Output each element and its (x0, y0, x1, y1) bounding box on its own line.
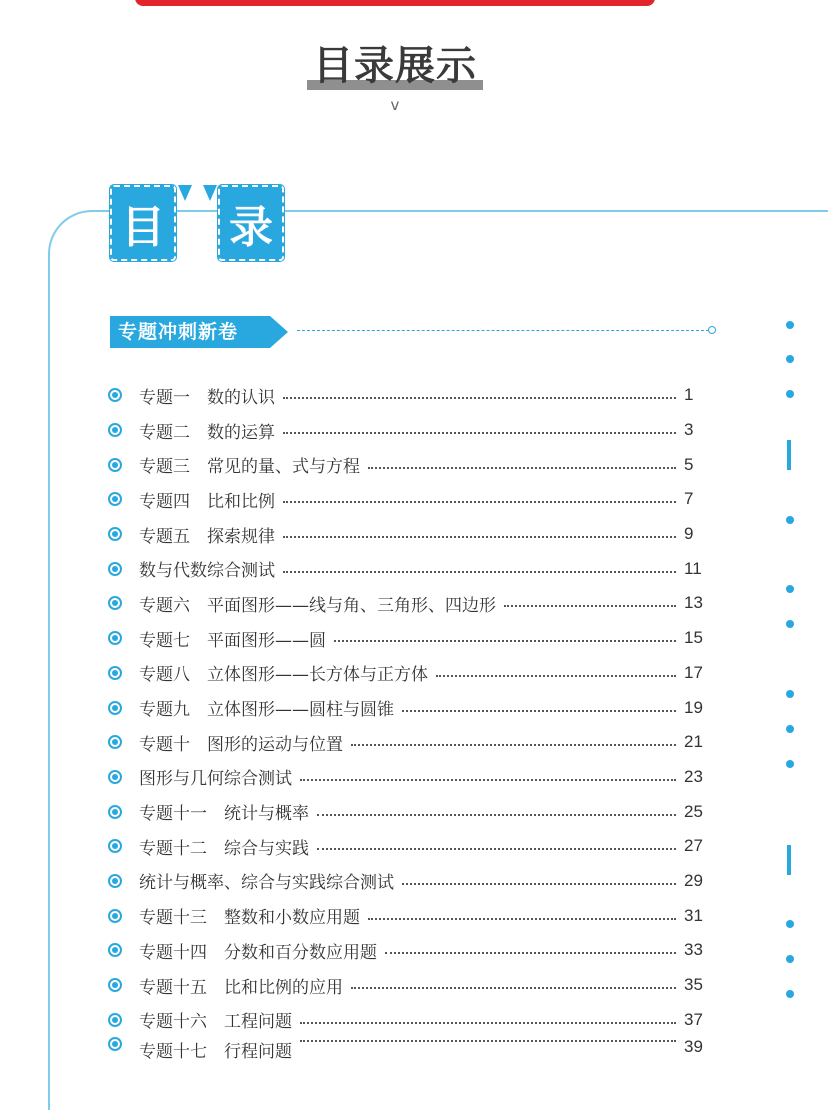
toc-entry[interactable] (108, 690, 712, 725)
toc-entry-title: 图形与几何综合测试 (139, 769, 292, 790)
toc-entry[interactable] (108, 413, 712, 448)
bullet-icon (108, 1013, 122, 1027)
bullet-icon (108, 909, 122, 923)
toc-entry[interactable] (108, 656, 712, 691)
bullet-icon (108, 596, 122, 610)
toc-entry-page: 9 (684, 524, 694, 544)
bullet-icon (108, 458, 122, 472)
toc-entry-page: 3 (684, 420, 694, 440)
chevron-down-icon: v (390, 96, 400, 114)
edge-dot (786, 760, 794, 768)
bullet-icon (108, 770, 122, 784)
edge-dot (786, 690, 794, 698)
dot-leader (283, 432, 676, 434)
edge-dot (786, 355, 794, 363)
toc-entry-title: 专题六 平面图形——线与角、三角形、四边形 (139, 595, 496, 616)
toc-entry-page: 25 (684, 801, 703, 821)
toc-entry-title: 专题十三 整数和小数应用题 (139, 908, 360, 929)
notch-left (178, 185, 192, 201)
dot-leader (504, 605, 676, 607)
notch-right (203, 185, 217, 201)
dot-leader (402, 883, 676, 885)
toc-entry-title: 专题四 比和比例 (139, 491, 275, 512)
toc-entry-title: 数与代数综合测试 (139, 561, 275, 582)
toc-entry-page: 11 (684, 558, 702, 578)
toc-entry-title: 专题九 立体图形——圆柱与圆锥 (139, 700, 394, 721)
toc-entry-page: 13 (684, 593, 703, 613)
bullet-icon (108, 978, 122, 992)
toc-entry[interactable] (108, 968, 712, 1003)
dot-leader (351, 744, 676, 746)
toc-entry[interactable] (108, 794, 712, 829)
toc-entry-page: 37 (684, 1009, 703, 1029)
toc-entry-title: 专题七 平面图形——圆 (139, 630, 326, 651)
dot-leader (300, 779, 676, 781)
toc-entry-title: 专题十六 工程问题 (139, 1012, 292, 1033)
section-arrow (270, 316, 288, 348)
section-divider-end (708, 326, 716, 334)
bullet-icon (108, 492, 122, 506)
bullet-icon (108, 423, 122, 437)
dot-leader (402, 710, 676, 712)
bullet-icon (108, 943, 122, 957)
toc-entry[interactable] (108, 482, 712, 517)
bullet-icon (108, 805, 122, 819)
edge-bar (787, 845, 791, 875)
catalog-char-2: 录 (218, 185, 284, 261)
toc-entry-title: 专题三 常见的量、式与方程 (139, 457, 360, 478)
toc-entry-title: 专题一 数的认识 (139, 387, 275, 408)
dot-leader (300, 1022, 676, 1024)
toc-entry-title: 专题十五 比和比例的应用 (139, 977, 343, 998)
toc-list (108, 378, 712, 1063)
dot-leader (368, 918, 676, 920)
toc-entry-page: 7 (684, 489, 694, 509)
dot-leader (283, 397, 676, 399)
bullet-icon (108, 666, 122, 680)
dot-leader (300, 1040, 676, 1042)
toc-entry-page: 1 (684, 385, 694, 405)
toc-entry-page: 39 (684, 1037, 703, 1057)
catalog-char-1: 目 (110, 185, 176, 261)
edge-bar (787, 440, 791, 470)
toc-entry[interactable] (108, 378, 712, 413)
page-title-text: 目录展示 (313, 43, 477, 89)
bullet-icon (108, 1037, 122, 1051)
toc-entry-page: 15 (684, 628, 703, 648)
toc-entry[interactable] (108, 517, 712, 552)
bullet-icon (108, 631, 122, 645)
edge-dot (786, 725, 794, 733)
toc-entry[interactable] (108, 725, 712, 760)
toc-entry-page: 19 (684, 697, 703, 717)
toc-entry-title: 专题十七 行程问题 (139, 1042, 292, 1063)
dot-leader (334, 640, 676, 642)
edge-dot (786, 920, 794, 928)
dot-leader (283, 571, 676, 573)
bullet-icon (108, 735, 122, 749)
dot-leader (283, 536, 676, 538)
section-divider (297, 330, 709, 331)
toc-entry[interactable] (108, 551, 712, 586)
toc-entry[interactable] (108, 829, 712, 864)
toc-entry-title: 专题二 数的运算 (139, 422, 275, 443)
bullet-icon (108, 562, 122, 576)
section-banner: 专题冲刺新卷 (110, 316, 270, 348)
toc-entry-title: 专题十一 统计与概率 (139, 804, 309, 825)
toc-entry[interactable] (108, 760, 712, 795)
edge-dot (786, 321, 794, 329)
dot-leader (317, 814, 676, 816)
toc-entry-page: 23 (684, 766, 703, 786)
toc-entry-page: 31 (684, 905, 703, 925)
toc-entry-title: 专题十二 综合与实践 (139, 838, 309, 859)
dot-leader (368, 467, 676, 469)
toc-entry-title: 专题八 立体图形——长方体与正方体 (139, 665, 428, 686)
toc-entry[interactable] (108, 1002, 712, 1037)
dot-leader (385, 952, 676, 954)
toc-entry-title: 专题十四 分数和百分数应用题 (139, 942, 377, 963)
toc-entry-title: 统计与概率、综合与实践综合测试 (139, 873, 394, 894)
edge-dot (786, 516, 794, 524)
toc-entry[interactable] (108, 1037, 712, 1063)
toc-entry[interactable] (108, 933, 712, 968)
bullet-icon (108, 701, 122, 715)
edge-dot (786, 585, 794, 593)
toc-entry-page: 33 (684, 940, 703, 960)
toc-entry-page: 27 (684, 836, 703, 856)
dot-leader (436, 675, 676, 677)
top-red-bar (135, 0, 655, 6)
dot-leader (317, 848, 676, 850)
toc-entry-title: 专题五 探索规律 (139, 526, 275, 547)
toc-entry-page: 29 (684, 870, 703, 890)
toc-entry-title: 专题十 图形的运动与位置 (139, 734, 343, 755)
toc-entry-page: 5 (684, 454, 694, 474)
toc-entry-page: 35 (684, 975, 703, 995)
dot-leader (351, 987, 676, 989)
edge-dot (786, 390, 794, 398)
bullet-icon (108, 388, 122, 402)
edge-dot (786, 990, 794, 998)
dot-leader (283, 501, 676, 503)
toc-entry-page: 17 (684, 662, 703, 682)
bullet-icon (108, 527, 122, 541)
toc-entry[interactable] (108, 621, 712, 656)
bullet-icon (108, 839, 122, 853)
toc-entry-page: 21 (684, 732, 703, 752)
page-title (0, 34, 790, 91)
toc-entry[interactable] (108, 586, 712, 621)
toc-entry[interactable] (108, 898, 712, 933)
edge-dot (786, 955, 794, 963)
toc-entry[interactable] (108, 864, 712, 899)
bullet-icon (108, 874, 122, 888)
edge-dot (786, 620, 794, 628)
toc-entry[interactable] (108, 447, 712, 482)
